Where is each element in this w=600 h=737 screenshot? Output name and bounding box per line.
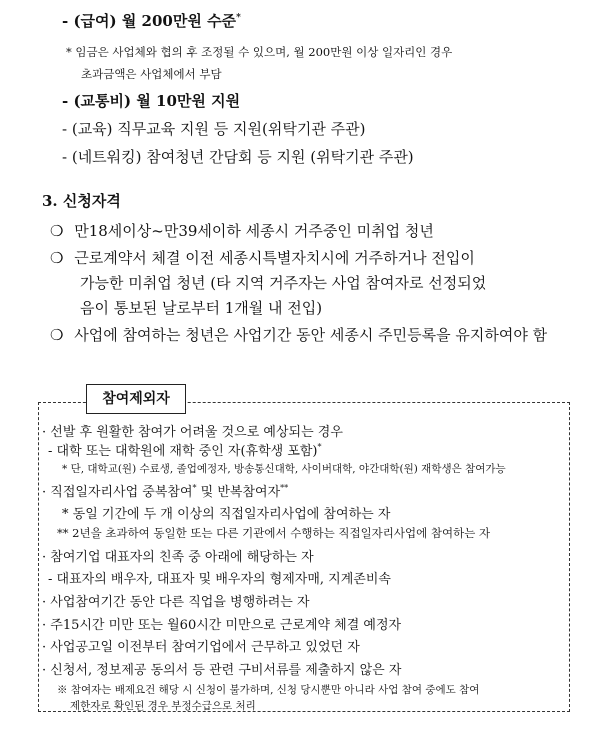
circle-bullet-icon: ❍ bbox=[50, 222, 64, 240]
exclusion-line: · 선발 후 원활한 참여가 어려울 것으로 예상되는 경우 bbox=[42, 425, 343, 440]
circle-bullet-icon: ❍ bbox=[50, 249, 64, 267]
exclusion-line: · 사업공고일 이전부터 참여기업에서 근무하고 있었던 자 bbox=[42, 640, 360, 655]
exclusion-line: · 직접일자리사업 중복참여* 및 반복참여자** bbox=[42, 483, 289, 500]
section-heading: 3. 신청자격 bbox=[42, 192, 121, 210]
exclusion-line: · 주15시간 미만 또는 월60시간 미만으로 근로계약 체결 예정자 bbox=[42, 618, 402, 633]
salary-note-line2: 초과금액은 사업체에서 부담 bbox=[81, 67, 222, 81]
salary-line: - (급여) 월 200만원 수준* bbox=[62, 12, 241, 30]
exclusion-note: * 단, 대학교(원) 수료생, 졸업예정자, 방송통신대학, 사이버대학, 야간대학(원) 재학생은 참여가능 bbox=[62, 463, 506, 475]
criteria-item-cont: 가능한 미취업 청년 (타 지역 거주자는 사업 참여자로 선정되었 bbox=[80, 274, 487, 292]
transport-line: - (교통비) 월 10만원 지원 bbox=[62, 92, 241, 110]
circle-bullet-icon: ❍ bbox=[50, 326, 64, 344]
education-line: - (교육) 직무교육 지원 등 지원(위탁기관 주관) bbox=[62, 120, 366, 138]
criteria-item: ❍ 사업에 참여하는 청년은 사업기간 동안 세종시 주민등록을 유지하여야 함 bbox=[50, 326, 548, 344]
exclusion-line: · 사업참여기간 동안 다른 직업을 병행하려는 자 bbox=[42, 595, 310, 610]
exclusion-line: - 대표자의 배우자, 대표자 및 배우자의 형제자매, 지계존비속 bbox=[48, 572, 391, 587]
networking-line: - (네트워킹) 참여청년 간담회 등 지원 (위탁기관 주관) bbox=[62, 148, 414, 166]
exclusion-footnote: ※ 참여자는 배제요건 해당 시 신청이 불가하며, 신청 당시뿐만 아니라 사업 참여 중에도 참여 bbox=[57, 684, 480, 696]
exclusion-line: · 신청서, 정보제공 동의서 등 관련 구비서류를 제출하지 않은 자 bbox=[42, 663, 402, 678]
criteria-item: ❍ 근로계약서 체결 이전 세종시특별자치시에 거주하거나 전입이 bbox=[50, 249, 475, 267]
exclusion-note: * 동일 기간에 두 개 이상의 직접일자리사업에 참여하는 자 bbox=[62, 507, 391, 522]
exclusion-note: ** 2년을 초과하여 동일한 또는 다른 기관에서 수행하는 직접일자리사업에 참여하는 자 bbox=[57, 526, 491, 540]
criteria-item: ❍ 만18세이상~만39세이하 세종시 거주중인 미취업 청년 bbox=[50, 222, 434, 240]
exclusion-title: 참여제외자 bbox=[86, 384, 186, 414]
exclusion-line: · 참여기업 대표자의 친족 중 아래에 해당하는 자 bbox=[42, 550, 314, 565]
criteria-item-cont: 음이 통보된 날로부터 1개월 내 전입) bbox=[80, 299, 323, 317]
exclusion-line: - 대학 또는 대학원에 재학 중인 자(휴학생 포함)* bbox=[48, 442, 322, 459]
salary-note-line1: * 임금은 사업체와 협의 후 조정될 수 있으며, 월 200만원 이상 일자리인 경우 bbox=[66, 45, 453, 59]
exclusion-footnote: 제한자로 확인된 경우 부정수급으로 처리 bbox=[70, 700, 256, 712]
